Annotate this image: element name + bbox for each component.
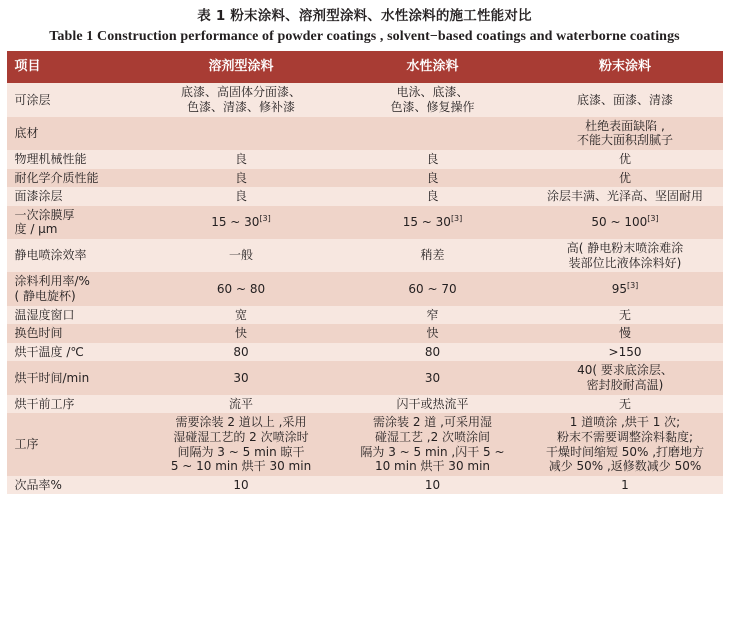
cell-waterborne: [338, 169, 528, 188]
cell-line: 隔为 3 ~ 5 min ,闪干 5 ~: [360, 444, 505, 459]
cell-line: 杜绝表面缺陷 ,: [585, 118, 665, 133]
cell-line: 95[3]: [611, 280, 639, 296]
cell-line: 色漆、清漆、修补漆: [186, 100, 295, 114]
cell-line: 工序: [14, 437, 39, 452]
row-label: [7, 83, 145, 116]
column-header-waterborne: 水性涂料: [338, 51, 528, 83]
cell-line: 闪干或热流平: [396, 396, 469, 411]
cell-line: 良: [234, 151, 247, 166]
cell-waterborne: [338, 83, 528, 116]
cell-line: 可涂层: [14, 92, 51, 107]
row-label: [7, 306, 145, 325]
cell-line: 面漆涂层: [14, 189, 63, 204]
cell-line: 烘干时间/min: [14, 370, 90, 385]
cell-line: 窄: [426, 307, 439, 322]
row-label: [7, 169, 145, 188]
cell-line: 物理机械性能: [14, 151, 87, 166]
cell-waterborne: [338, 413, 528, 476]
cell-line: 无: [618, 396, 631, 411]
table-row: [7, 361, 723, 394]
cell-line: 烘干温度 /℃: [14, 344, 84, 359]
cell-waterborne: [338, 343, 528, 362]
table-header: [7, 51, 723, 83]
row-label: [7, 150, 145, 169]
cell-line: 流平: [228, 396, 253, 411]
cell-line: 碰湿工艺 ,2 次喷涂间: [374, 429, 491, 444]
cell-line: 10: [233, 477, 249, 492]
row-label: [7, 476, 145, 495]
caption-chinese: 表 1 粉末涂料、溶剂型涂料、水性涂料的施工性能对比: [197, 8, 532, 24]
cell-line: 1: [621, 477, 629, 492]
cell-line: 需要涂装 2 道以上 ,采用: [175, 415, 307, 430]
cell-solvent: [145, 117, 338, 150]
cell-line: 良: [426, 189, 439, 204]
cell-line: 15 ~ 30[3]: [211, 214, 271, 230]
row-label: [7, 413, 145, 476]
cell-line: 60 ~ 80: [216, 281, 266, 296]
row-label: [7, 187, 145, 206]
cell-line: 良: [234, 170, 247, 185]
cell-waterborne: [338, 361, 528, 394]
table-body: [7, 83, 723, 494]
cell-line: 湿碰湿工艺的 2 次喷涂时: [173, 429, 309, 444]
cell-waterborne: [338, 272, 528, 305]
table-row: [7, 83, 723, 116]
table-row: [7, 272, 723, 305]
row-label: [7, 206, 145, 239]
cell-solvent: [145, 476, 338, 495]
cell-line: 装部位比液体涂料好): [568, 255, 682, 270]
cell-line: 40( 要求底涂层、: [577, 363, 673, 378]
cell-line: 不能大面积刮腻子: [576, 133, 673, 148]
cell-line: 需涂装 2 道 ,可采用湿: [373, 415, 492, 430]
table-row: [7, 343, 723, 362]
cell-solvent: [145, 239, 338, 272]
cell-line: 10 min 烘干 30 min: [374, 459, 491, 474]
cell-solvent: [145, 169, 338, 188]
cell-powder: [528, 187, 723, 206]
cell-line: 色漆、修复操作: [390, 100, 475, 114]
cell-line: 密封胶耐高温): [586, 378, 664, 392]
cell-solvent: [145, 361, 338, 394]
reference-marker: [3]: [647, 214, 659, 224]
row-label: [7, 361, 145, 394]
reference-marker: [3]: [259, 214, 271, 224]
table-row: [7, 206, 723, 239]
cell-waterborne: [338, 306, 528, 325]
cell-waterborne: [338, 117, 528, 150]
cell-line: 5 ~ 10 min 烘干 30 min: [170, 459, 312, 474]
table-row: [7, 306, 723, 325]
cell-waterborne: [338, 324, 528, 343]
cell-waterborne: [338, 150, 528, 169]
cell-powder: [528, 476, 723, 495]
cell-line: 10: [424, 477, 441, 492]
cell-line: 耐化学介质性能: [14, 170, 99, 185]
cell-line: 良: [426, 151, 439, 166]
performance-comparison-table: [7, 51, 723, 494]
reference-marker: [3]: [626, 280, 639, 290]
cell-line: 干燥时间缩短 50% ,打磨地方: [545, 444, 705, 459]
cell-waterborne: [338, 206, 528, 239]
cell-line: 静电喷涂效率: [14, 248, 87, 263]
cell-line: 宽: [234, 307, 247, 322]
cell-solvent: [145, 324, 338, 343]
cell-powder: [528, 169, 723, 188]
cell-line: 15 ~ 30[3]: [402, 214, 463, 230]
cell-powder: [528, 206, 723, 239]
cell-powder: [528, 150, 723, 169]
cell-solvent: [145, 206, 338, 239]
column-header-powder: 粉末涂料: [528, 51, 723, 83]
reference-marker: [3]: [450, 214, 463, 224]
cell-line: 无: [618, 307, 631, 322]
row-label: [7, 324, 145, 343]
cell-line: 1 道喷涂 ,烘干 1 次;: [569, 415, 681, 430]
cell-powder: [528, 361, 723, 394]
cell-powder: [528, 239, 723, 272]
cell-line: 良: [234, 189, 247, 204]
table-row: [7, 169, 723, 188]
cell-line: 底材: [14, 125, 39, 140]
cell-solvent: [145, 272, 338, 305]
cell-powder: [528, 117, 723, 150]
cell-powder: [528, 83, 723, 116]
row-label: [7, 343, 145, 362]
cell-line: 快: [426, 326, 439, 341]
cell-powder: [528, 395, 723, 414]
cell-solvent: [145, 413, 338, 476]
table-row: [7, 395, 723, 414]
column-header-solvent: 溶剂型涂料: [145, 51, 338, 83]
cell-solvent: [145, 306, 338, 325]
cell-powder: [528, 324, 723, 343]
table-caption: [6, 8, 723, 45]
table-row: [7, 413, 723, 476]
cell-line: 快: [234, 326, 247, 341]
cell-waterborne: [338, 187, 528, 206]
cell-line: 粉末不需要调整涂料黏度;: [556, 429, 694, 444]
cell-line: 优: [618, 170, 631, 185]
cell-line: 底漆、面漆、清漆: [576, 92, 673, 107]
cell-line: 80: [424, 344, 441, 359]
cell-line: 烘干前工序: [14, 396, 75, 411]
caption-english: Table 1 Construction performance of powder coatings , solvent−based coatings and waterborne coatings: [49, 28, 680, 44]
cell-line: 电泳、底漆、: [396, 85, 469, 100]
table-row: [7, 324, 723, 343]
cell-line: 间隔为 3 ~ 5 min 晾干: [177, 444, 305, 459]
cell-powder: [528, 343, 723, 362]
cell-line: 稍差: [420, 248, 445, 263]
cell-line: 次品率%: [14, 477, 62, 492]
table-row: [7, 150, 723, 169]
table-row: [7, 117, 723, 150]
cell-waterborne: [338, 239, 528, 272]
cell-line: 60 ~ 70: [408, 281, 457, 296]
cell-line: 良: [426, 170, 439, 185]
cell-powder: [528, 272, 723, 305]
cell-line: 80: [233, 344, 249, 359]
cell-line: 减少 50% ,返修数减少 50%: [548, 459, 702, 474]
cell-line: 优: [618, 151, 631, 166]
cell-solvent: [145, 343, 338, 362]
cell-waterborne: [338, 395, 528, 414]
cell-line: 一次涂膜厚: [14, 207, 75, 222]
cell-waterborne: [338, 476, 528, 495]
cell-line: 换色时间: [14, 326, 63, 341]
row-label: [7, 117, 145, 150]
cell-line: 涂层丰满、光泽高、坚固耐用: [546, 189, 703, 204]
column-header-item: 项目: [7, 51, 145, 83]
table-row: [7, 239, 723, 272]
cell-line: ( 静电旋杯): [14, 288, 76, 303]
row-label: [7, 239, 145, 272]
table-row: [7, 476, 723, 495]
cell-line: >150: [608, 344, 642, 359]
cell-line: 一般: [228, 248, 253, 263]
cell-line: 高( 静电粉末喷涂难涂: [566, 241, 684, 255]
cell-line: 50 ~ 100[3]: [591, 214, 659, 230]
cell-line: 慢: [618, 326, 631, 341]
table-header-row: [7, 51, 723, 83]
cell-powder: [528, 413, 723, 476]
cell-solvent: [145, 395, 338, 414]
cell-line: 30: [233, 370, 249, 385]
cell-solvent: [145, 187, 338, 206]
cell-solvent: [145, 83, 338, 116]
cell-line: 涂料利用率/%: [14, 274, 90, 289]
cell-line: 度 / μm: [14, 222, 58, 237]
cell-line: 30: [424, 370, 441, 385]
cell-solvent: [145, 150, 338, 169]
row-label: [7, 395, 145, 414]
table-row: [7, 187, 723, 206]
cell-powder: [528, 306, 723, 325]
cell-line: 底漆、高固体分面漆、: [180, 85, 301, 100]
cell-line: 温湿度窗口: [14, 307, 75, 322]
row-label: [7, 272, 145, 305]
